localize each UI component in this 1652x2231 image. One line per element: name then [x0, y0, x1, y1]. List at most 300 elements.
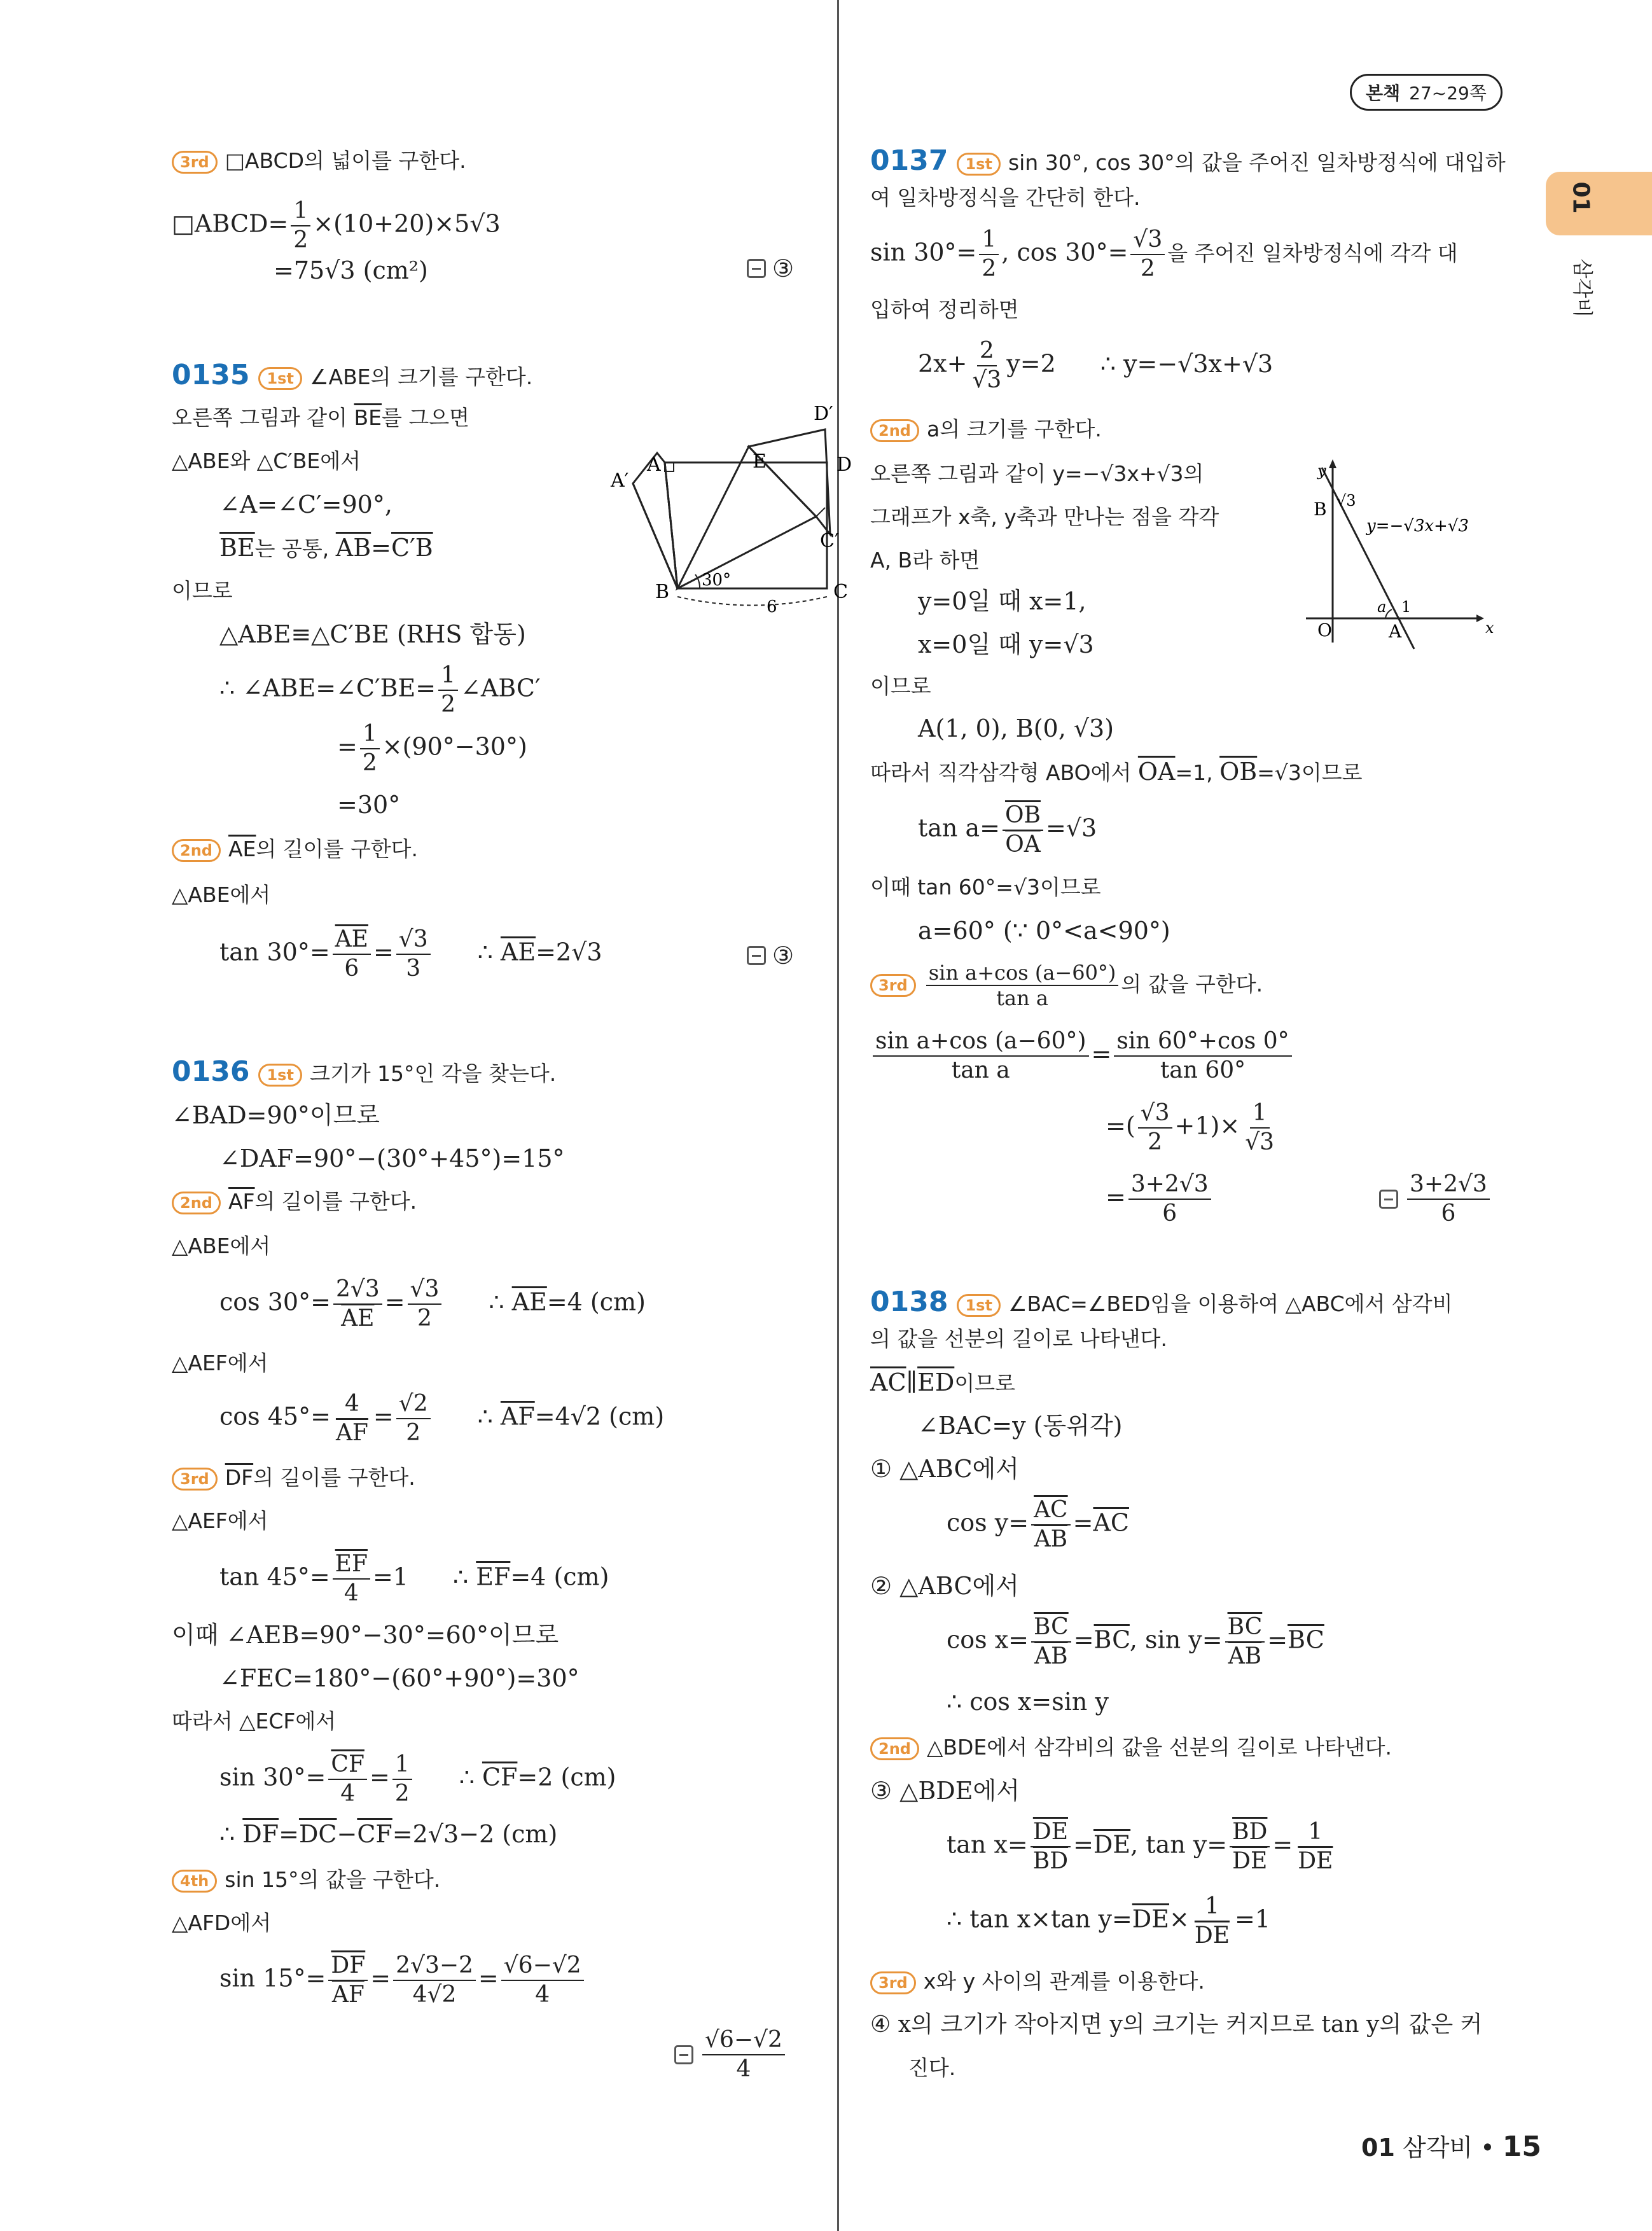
t: tan 30°= [219, 938, 330, 966]
fraction [979, 226, 999, 283]
numerator: 4 [342, 1390, 362, 1419]
problem-0137-header [870, 145, 1506, 179]
problem-0138-header [870, 1286, 1453, 1320]
segment: $\overline{AF}$ [500, 1402, 535, 1431]
segment: C′B [391, 534, 433, 562]
denominator: 2 [1140, 256, 1155, 282]
denominator: 4 [736, 2056, 751, 2082]
answer-icon [1379, 1190, 1398, 1209]
t: 이므로 [954, 1371, 1015, 1396]
step-title-cont: 의 값을 선분의 길이로 나타낸다. [870, 1326, 1167, 1351]
step-title: ∠ABE의 크기를 구한다. [309, 365, 533, 389]
fraction [291, 197, 310, 254]
step-badge: 1st [957, 1294, 1000, 1317]
t: cos y= [947, 1508, 1029, 1537]
eq-line [219, 926, 602, 983]
text-line: 오른쪽 그림과 같이 y=−√3x+√3의 [870, 461, 1204, 486]
numerator: sin a+cos (a−60°) [873, 1027, 1089, 1057]
label: A [647, 454, 661, 476]
denominator: 2 [441, 692, 455, 718]
text-line: A, B라 하면 [870, 548, 980, 573]
denominator: 2 [1148, 1129, 1163, 1155]
text-line: △ABE와 △C′BE에서 [172, 448, 361, 473]
denominator: AB [1034, 1526, 1068, 1552]
column-divider [837, 0, 839, 2231]
numerator: √3 [396, 926, 431, 955]
step-title: sin 30°, cos 30°의 값을 주어진 일차방정식에 대입하 [1008, 150, 1506, 175]
numerator: sin a+cos (a−60°) [926, 961, 1119, 986]
denominator: AB [1034, 1643, 1068, 1669]
eq-line: ③ △BDE에서 [870, 1777, 1020, 1805]
t: =( [1106, 1111, 1135, 1140]
segment: $\overline{CF}$ [357, 1820, 392, 1848]
t: tan 45°= [219, 1562, 330, 1591]
x-arrow [1476, 615, 1484, 622]
numerator: $\overline{OB}$ [1003, 802, 1043, 831]
segment: $\overline{AC}$ [870, 1368, 906, 1396]
answer-value: ③ [772, 942, 795, 970]
eq-line: 이때 ∠AEB=90°−30°=60°이므로 [172, 1621, 559, 1649]
segment: $\overline{AE}$ [500, 938, 536, 966]
fraction [1031, 1496, 1071, 1553]
fraction [1003, 802, 1043, 859]
numerator: 3+2√3 [1128, 1171, 1211, 1200]
eq-line: y=0일 때 x=1, [918, 587, 1086, 615]
text-line: △AEF에서 [172, 1351, 268, 1375]
text-line: △AFD에서 [172, 1910, 272, 1935]
denominator: 2 [417, 1305, 432, 1331]
denominator: AB [1228, 1643, 1262, 1669]
t: ∥ [906, 1368, 918, 1396]
fraction [1242, 1099, 1277, 1157]
step-title: 의 값을 구한다. [1121, 971, 1263, 997]
chapter-tab-name: 삼각비 [1571, 258, 1595, 318]
label: x [1485, 619, 1494, 637]
fraction [1031, 1818, 1071, 1875]
label: y [1317, 462, 1326, 480]
fraction [360, 720, 380, 777]
numerator: √3 [408, 1275, 442, 1305]
label: A [1389, 621, 1402, 642]
answer-mark [1379, 1171, 1492, 1228]
eq-line [918, 802, 1097, 859]
t: =1, [1175, 760, 1220, 785]
fraction [1031, 1613, 1071, 1671]
denominator: 2 [362, 750, 377, 776]
segment: $\overline{AE}$ [511, 1288, 547, 1316]
fraction [969, 337, 1004, 394]
segment: $\overline{BC}$ [1093, 1625, 1130, 1654]
eq-line: ∠BAD=90°이므로 [172, 1101, 380, 1129]
t: = [1091, 1039, 1112, 1068]
badge-pages: 27~29쪽 [1409, 83, 1487, 104]
step-line [172, 1186, 417, 1218]
label: C [833, 581, 848, 603]
eq-line [219, 1390, 664, 1447]
t: tan a= [918, 814, 1000, 842]
eq-line [870, 226, 1458, 283]
t: = [371, 534, 391, 562]
fraction [1114, 1027, 1291, 1085]
segment: $\overline{DC}$ [298, 1820, 337, 1848]
problem-0136-header [172, 1056, 556, 1090]
t: ∴ [219, 1820, 243, 1848]
t: y=2 [1006, 349, 1056, 378]
step-line [172, 833, 418, 865]
numerator: 2 [977, 337, 997, 366]
numerator: sin 60°+cos 0° [1114, 1027, 1291, 1057]
fraction [408, 1275, 442, 1333]
fraction [1192, 1893, 1232, 1950]
fraction [1225, 1613, 1265, 1671]
segment: $\overline{DE}$ [1093, 1830, 1131, 1859]
label: 30° [702, 571, 732, 590]
denominator: AE [341, 1305, 375, 1331]
t: = [369, 1763, 390, 1791]
problem-number: 0135 [172, 359, 250, 391]
chapter-tab [1546, 172, 1652, 235]
angle-arc [1385, 609, 1392, 618]
segment: $\overline{CF}$ [482, 1763, 518, 1791]
numerator: 1 [979, 226, 999, 255]
label: C′ [820, 530, 839, 552]
label: B [655, 581, 670, 603]
text-line: △ABE에서 [172, 882, 271, 907]
numerator: $\overline{BC}$ [1031, 1613, 1071, 1643]
step-title: 의 길이를 구한다. [254, 1189, 417, 1214]
segment: $\overline{DF}$ [242, 1820, 279, 1848]
t: tan x= [947, 1830, 1028, 1859]
numerator: 1 [1305, 1818, 1325, 1847]
t: , tan y= [1130, 1830, 1228, 1859]
numerator: $\overline{AC}$ [1031, 1496, 1071, 1526]
eq-line [219, 1751, 616, 1808]
denominator: AF [335, 1420, 368, 1446]
segment: $\overline{AE}$ [228, 837, 256, 861]
answer-icon [674, 2045, 693, 2064]
step-badge: 1st [258, 367, 302, 390]
segment: $\overline{AF}$ [228, 1189, 255, 1214]
step-title: ∠BAC=∠BED임을 이용하여 △ABC에서 삼각비 [1008, 1291, 1453, 1316]
t: = [1272, 1830, 1293, 1859]
problem-number: 0136 [172, 1055, 250, 1088]
problem-number: 0138 [870, 1286, 948, 1318]
t: ∴ y=−√3x+√3 [1100, 349, 1274, 378]
t: = [279, 1820, 299, 1848]
eq-text: ×(10+20)×5√3 [313, 209, 501, 238]
t: = [373, 938, 394, 966]
t: +1)× [1174, 1111, 1240, 1140]
denominator: 2 [982, 256, 997, 282]
t: ∴ [477, 1402, 501, 1431]
step-title: □ABCD의 넓이를 구한다. [225, 148, 466, 173]
step-badge: 1st [957, 153, 1000, 176]
t: cos 30°= [219, 1288, 331, 1316]
fraction [1230, 1818, 1270, 1875]
numerator: $\overline{DF}$ [328, 1952, 368, 1981]
fraction [438, 662, 458, 719]
segment: $\overline{ED}$ [917, 1368, 955, 1396]
t: , cos 30°= [1001, 238, 1128, 267]
label: a [1377, 598, 1387, 616]
t: = [337, 732, 357, 761]
t: cos 45°= [219, 1402, 331, 1431]
eq-line: ∴ cos x=sin y [947, 1688, 1109, 1716]
denominator: DE [1194, 1922, 1230, 1949]
y-arrow [1329, 459, 1336, 468]
t: ∴ [452, 1562, 476, 1591]
footer-chapter: 01 [1361, 2134, 1395, 2162]
text-line: △ABE에서 [172, 1234, 271, 1258]
step-title: 의 길이를 구한다. [256, 837, 419, 861]
segment: $\overline{DF}$ [225, 1465, 254, 1490]
t: = [1073, 1830, 1093, 1859]
t: sin 15°= [219, 1964, 326, 1992]
t: ∴ [459, 1763, 482, 1791]
fraction [392, 1751, 412, 1808]
segment: $\overline{AB}$ [335, 534, 371, 562]
step-badge: 2nd [870, 1737, 919, 1760]
eq-line [219, 1275, 646, 1333]
denominator: 2 [394, 1781, 410, 1807]
denominator: DE [1232, 1848, 1268, 1874]
step-badge: 1st [258, 1064, 302, 1087]
t: = [1073, 1625, 1094, 1654]
numerator: √3 [1138, 1099, 1172, 1129]
fraction [333, 1550, 370, 1608]
length-arc [677, 597, 827, 606]
numerator: 1 [291, 197, 310, 226]
denominator: BD [1032, 1848, 1069, 1874]
step-badge: 4th [172, 1870, 217, 1893]
label: D′ [814, 403, 833, 425]
t: =2√3 [536, 938, 602, 966]
fraction [1128, 1171, 1211, 1228]
numerator: √6−√2 [702, 2026, 785, 2055]
denominator: 2 [293, 227, 309, 253]
numerator: 1 [1202, 1893, 1222, 1922]
denominator: 4 [535, 1982, 550, 2008]
eq-line [947, 1496, 1129, 1553]
fraction [873, 1027, 1089, 1085]
fraction [1407, 1171, 1490, 1228]
denominator: 6 [344, 956, 359, 982]
numerator: 2√3 [333, 1275, 382, 1305]
text-line: 그래프가 x축, y축과 만나는 점을 각각 [870, 504, 1219, 529]
text-line: 입하여 정리하면 [870, 297, 1019, 322]
fraction [328, 1952, 368, 2009]
segment: $\overline{BC}$ [1288, 1625, 1324, 1654]
t: 따라서 직각삼각형 ABO에서 [870, 760, 1138, 785]
eq-line: ② △ABC에서 [870, 1572, 1019, 1600]
segment: $\overline{OB}$ [1219, 758, 1258, 786]
t: =2 (cm) [517, 1763, 616, 1791]
fraction [396, 926, 431, 983]
intro-eq-1 [172, 197, 501, 254]
eq-line: ① △ABC에서 [870, 1455, 1019, 1483]
fraction [393, 1952, 476, 2009]
t: = [1106, 1183, 1126, 1211]
line [633, 483, 677, 588]
denominator: OA [1005, 831, 1041, 858]
square-abcd [665, 462, 827, 588]
denominator: √3 [1245, 1129, 1275, 1155]
t: ∴ ∠ABE=∠C′BE= [219, 674, 436, 702]
fraction [1130, 226, 1165, 283]
step-badge: 2nd [172, 839, 221, 862]
t: 를 그으면 [382, 405, 470, 430]
step-title: 의 길이를 구한다. [253, 1465, 415, 1490]
eq-line: ④ x의 크기가 작아지면 y의 크기는 커지므로 tan y의 값은 커 [870, 2012, 1483, 2038]
t: = [384, 1288, 405, 1316]
footer-chapter-name: 삼각비 [1402, 2134, 1473, 2162]
denominator: tan a [996, 986, 1048, 1010]
t: =4√2 (cm) [534, 1402, 665, 1431]
denominator: 4 [344, 1580, 359, 1606]
step-title: △BDE에서 삼각비의 값을 선분의 길이로 나타낸다. [926, 1735, 1392, 1760]
step-line [172, 1864, 440, 1896]
label: √3 [1336, 492, 1356, 510]
denominator: DE [1298, 1848, 1333, 1874]
step-title: x와 y 사이의 관계를 이용한다. [923, 1969, 1205, 1994]
t: =1 [372, 1562, 408, 1591]
eq-line: x=0일 때 y=√3 [918, 630, 1094, 658]
t: × [1169, 1905, 1190, 1933]
text-line: 진다. [908, 2055, 956, 2080]
intro-eq-2: =75√3 (cm²) [274, 256, 428, 284]
chapter-tab-number: 01 [1567, 181, 1594, 214]
numerator: $\overline{CF}$ [328, 1751, 367, 1780]
t: =4 (cm) [510, 1562, 609, 1591]
t: − [337, 1820, 357, 1848]
text-line [172, 402, 469, 434]
numerator: 3+2√3 [1407, 1171, 1490, 1200]
numerator: $\overline{AE}$ [333, 926, 371, 955]
t: = [1072, 1508, 1093, 1537]
denominator: 4√2 [412, 1982, 457, 2008]
t: =√3이므로 [1257, 760, 1363, 785]
step-line [870, 1966, 1205, 1998]
eq-line [219, 1550, 609, 1608]
label: E [753, 450, 767, 473]
step-line [870, 1732, 1392, 1763]
t: ∠ABC′ [461, 674, 541, 702]
eq-text: □ABCD= [172, 209, 289, 238]
fraction [396, 1390, 431, 1447]
eq-line [947, 1613, 1324, 1671]
eq-line: ∠FEC=180°−(60°+90°)=30° [219, 1664, 580, 1692]
numerator: 1 [392, 1751, 412, 1780]
fraction [333, 1390, 371, 1447]
eq-line: ∠DAF=90°−(30°+45°)=15° [219, 1144, 565, 1172]
page-number: 15 [1502, 2130, 1541, 2163]
denominator: 4 [340, 1781, 356, 1807]
eq-line: a=60° (∵ 0°<a<90°) [918, 917, 1170, 945]
t: sin 30°= [219, 1763, 326, 1791]
denominator: 3 [406, 956, 421, 982]
step-badge: 2nd [172, 1192, 221, 1214]
eq-line [870, 1366, 1015, 1400]
step-badge: 3rd [172, 1468, 218, 1491]
answer-mark [747, 942, 794, 970]
t: 오른쪽 그림과 같이 [172, 405, 354, 430]
numerator: $\overline{EF}$ [333, 1550, 370, 1580]
segment: $\overline{DE}$ [1132, 1905, 1170, 1933]
problem-number: 0137 [870, 144, 948, 177]
t: = [478, 1964, 499, 1992]
t: 을 주어진 일차방정식에 각각 대 [1167, 240, 1458, 266]
numerator: $\overline{BD}$ [1230, 1818, 1270, 1847]
t: cos x= [947, 1625, 1029, 1654]
answer-mark [674, 2026, 788, 2083]
problem-0135-header [172, 359, 532, 393]
fraction [333, 926, 371, 983]
eq-line [219, 662, 541, 719]
eq-line [947, 1818, 1338, 1875]
eq-line [947, 1893, 1270, 1950]
segment: $\overline{BE}$ [219, 534, 255, 562]
step-badge: 3rd [870, 974, 916, 997]
eq-line: ∠BAC=y (동위각) [918, 1412, 1123, 1440]
denominator: AF [331, 1982, 364, 2008]
text-line [870, 756, 1363, 789]
t: ∴ tan x×tan y= [947, 1905, 1132, 1933]
text-line: 이므로 [870, 674, 931, 698]
step-badge: 3rd [172, 151, 218, 174]
t: ×(90°−30°) [382, 732, 527, 761]
eq-line [219, 1818, 557, 1850]
eq-line: △ABE≡△C′BE (RHS 합동) [219, 620, 526, 648]
t: = [373, 1402, 394, 1431]
fraction [926, 961, 1119, 1010]
t: , sin y= [1129, 1625, 1223, 1654]
answer-mark [747, 254, 794, 282]
text-line: △AEF에서 [172, 1508, 268, 1533]
label: 1 [1401, 598, 1412, 616]
fraction [1295, 1818, 1335, 1875]
t: = [370, 1964, 391, 1992]
numerator: 1 [438, 662, 458, 691]
eq-line: ∠A=∠C′=90°, [219, 490, 392, 518]
step-title: a의 크기를 구한다. [926, 417, 1102, 441]
fraction [1138, 1099, 1172, 1157]
eq-line [219, 1952, 587, 2009]
eq-line [219, 532, 433, 565]
numerator: √2 [396, 1390, 431, 1419]
t: =4 (cm) [546, 1288, 646, 1316]
eq-line [1106, 1099, 1279, 1157]
t: sin 30°= [870, 238, 977, 267]
answer-value: ③ [772, 254, 795, 282]
text-line: 이므로 [172, 578, 233, 603]
triangle [677, 447, 816, 588]
eq-line: =30° [337, 791, 401, 819]
t: =√3 [1045, 814, 1097, 842]
t: ∴ [477, 938, 501, 966]
eq-line [337, 720, 527, 777]
eq-line [1106, 1171, 1214, 1228]
segment: $\overline{BE}$ [354, 405, 382, 430]
step-title-cont: 여 일차방정식을 간단히 한다. [870, 185, 1141, 210]
t: =2√3−2 (cm) [392, 1820, 558, 1848]
numerator: √3 [1130, 226, 1165, 255]
label: A′ [611, 469, 629, 492]
step-title: 크기가 15°인 각을 찾는다. [309, 1061, 557, 1086]
rotated-square [749, 429, 830, 534]
eq-line [918, 337, 1273, 394]
numerator: √6−√2 [501, 1952, 584, 1981]
fraction [702, 2026, 785, 2083]
